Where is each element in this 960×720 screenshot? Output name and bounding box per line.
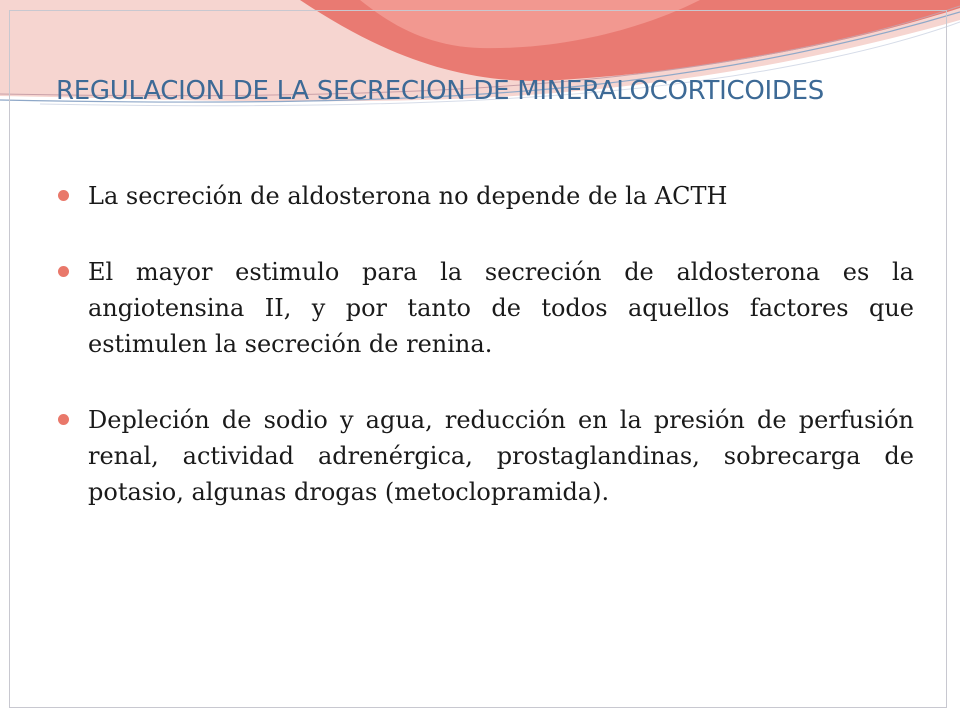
bullet-dot-icon xyxy=(58,414,69,425)
bullet-item xyxy=(58,254,914,362)
bullet-dot-icon xyxy=(58,266,69,277)
bullet-list xyxy=(58,178,914,550)
bullet-text: Depleción de sodio y agua, reducción en la presión de perfusión renal, actividad adrenérgica, prostaglandinas, sobrecarga de potasio, algunas drogas (metoclopramida). xyxy=(88,406,914,506)
bullet-text: La secreción de aldosterona no depende de la ACTH xyxy=(88,182,728,210)
bullet-item xyxy=(58,178,914,214)
slide-title: REGULACION DE LA SECRECION DE MINERALOCORTICOIDES xyxy=(56,76,824,106)
bullet-text: El mayor estimulo para la secreción de aldosterona es la angiotensina II, y por tanto de todos aquellos factores que estimulen la secreción de renina. xyxy=(88,258,914,358)
bullet-item xyxy=(58,402,914,510)
bullet-dot-icon xyxy=(58,190,69,201)
